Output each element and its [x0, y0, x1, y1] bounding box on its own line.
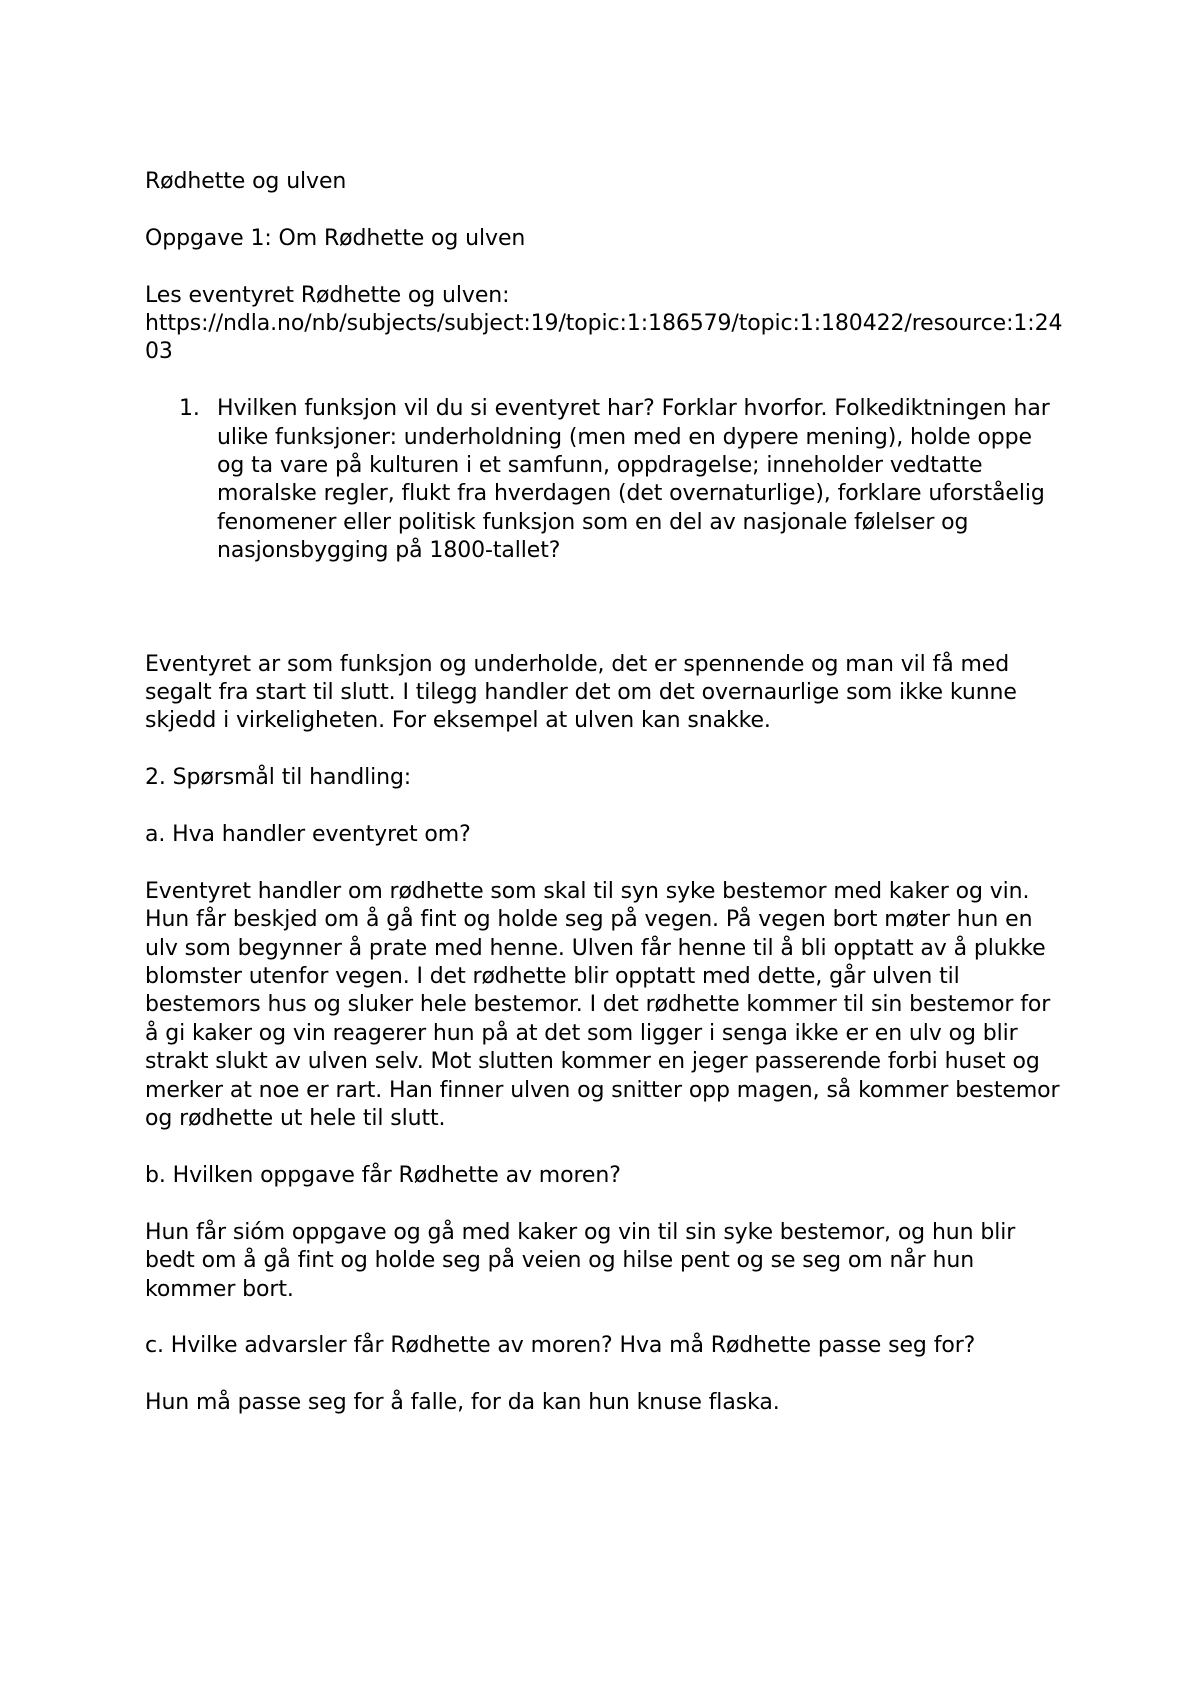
- task-heading: Oppgave 1: Om Rødhette og ulven: [145, 225, 526, 251]
- document-page: [145, 168, 1065, 1418]
- document-title: Rødhette og ulven: [145, 169, 347, 194]
- question-2b: b. Hvilken oppgave får Rødhette av moren?: [145, 1162, 621, 1188]
- resource-link[interactable]: https://ndla.no/nb/subjects/subject:19/topic:1:186579/topic:1:180422/resource:1:2403: [145, 311, 1063, 365]
- question-2a: a. Hva handler eventyret om?: [145, 822, 471, 848]
- question-2c: c. Hvilke advarsler får Rødhette av moren? Hva må Rødhette passe seg for?: [145, 1333, 976, 1359]
- question-1-number: 1.: [179, 396, 200, 422]
- answer-2b: Hun får sióm oppgave og gå med kaker og vin til sin syke bestemor, og hun blir bedt om å gå fint og holde seg på veien og hilse pent og se seg om når hun kommer bort.: [145, 1219, 1016, 1302]
- answer-2a: Eventyret handler om rødhette som skal til syn syke bestemor med kaker og vin. Hun får beskjed om å gå fint og holde seg på vegen. På vegen bort møter hun en ulv som begynner å prate med henne. Ulven får henne til å bli opptatt av å plukke blomster utenfor vegen. I det rødhette blir opptatt med dette, går ulven til bestemors hus og sluker hele bestemor. I det rødhette kommer til sin bestemor for å gi kaker og vin reagerer hun på at det som ligger i senga ikke er en ulv og blir strakt slukt av ulven selv. Mot slutten kommer en jeger passerende forbi huset og merker at noe er rart. Han finner ulven og snitter opp magen, så kommer bestemor og rødhette ut hele til slutt.: [145, 878, 1060, 1132]
- question-1: [179, 395, 1065, 565]
- read-intro: Les eventyret Rødhette og ulven:: [145, 282, 510, 308]
- question-2-heading: 2. Spørsmål til handling:: [145, 765, 412, 791]
- question-list: [145, 395, 1065, 565]
- question-1-text: Hvilken funksjon vil du si eventyret har? Forklar hvorfor. Folkediktningen har ulike funksjoner: underholdning (men med en dypere mening), holde oppe og ta vare på kulturen i et samfunn, oppdragelse; inneholder vedtatte moralske regler, flukt fra hverdagen (det overnaturlige), forklare uforståelig fenomener eller politisk funksjon som en del av nasjonale følelser og nasjonsbygging på 1800-tallet?: [217, 396, 1050, 564]
- answer-1: Eventyret ar som funksjon og underholde, det er spennende og man vil få med segalt fra start til slutt. I tilegg handler det om det overnaurlige som ikke kunne skjedd i virkeligheten. For eksempel at ulven kan snakke.: [145, 651, 1017, 734]
- answer-2c: Hun må passe seg for å falle, for da kan hun knuse flaska.: [145, 1390, 780, 1416]
